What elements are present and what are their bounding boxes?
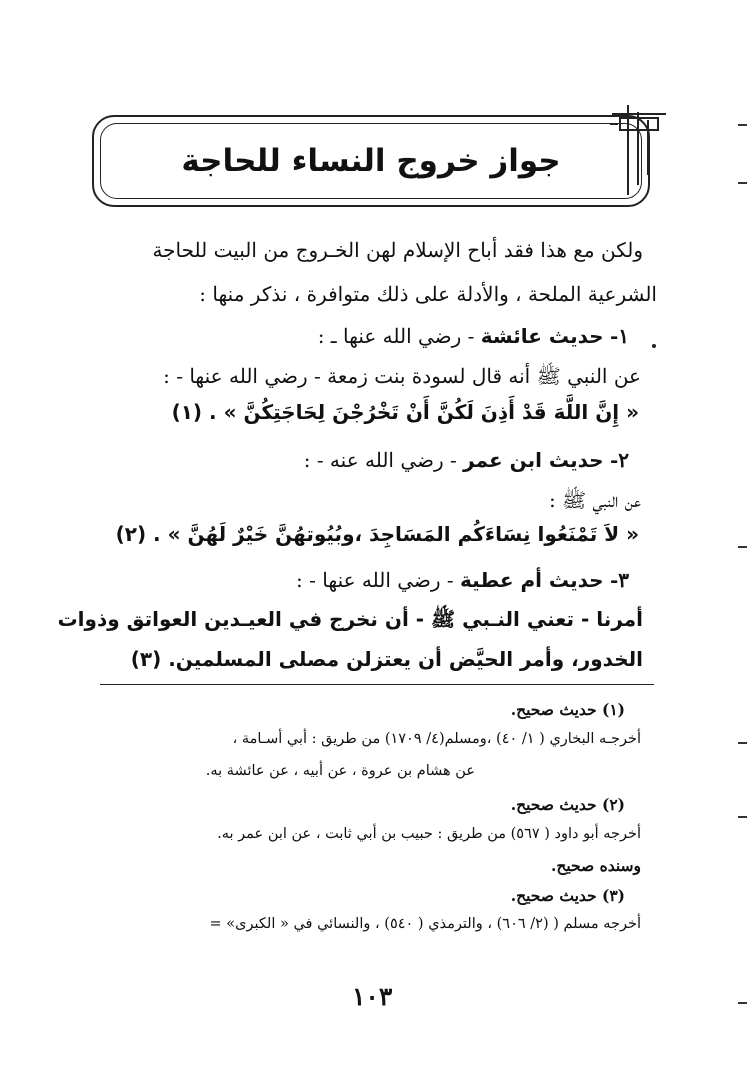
- intro-line-2: الشرعية الملحة ، والأدلة على ذلك متوافرة ، نذكر منها :: [199, 282, 657, 306]
- hadith-1-name: حديث عائشة: [480, 324, 604, 348]
- hadith-2-chain: عن النبي ﷺ :: [548, 488, 641, 512]
- footnote-1-line-2: عن هشام بن عروة ، عن أبيه ، عن عائشة به.: [205, 763, 475, 779]
- margin-mark: [738, 816, 747, 818]
- footnote-1-head: (١) حديث صحيح.: [510, 700, 625, 719]
- hadith-3-name: حديث أم عطية: [460, 568, 604, 592]
- footnote-divider: [100, 684, 654, 685]
- footnote-2-head: (٢) حديث صحيح.: [510, 795, 625, 814]
- hadith-1-text: « إِنَّ اللَّهَ قَدْ أَذِنَ لَكُنَّ أَنْ تَخْرُجْنَ لِحَاجَتِكُنَّ » . (١): [171, 400, 639, 424]
- footnote-2-grade: وسنده صحيح.: [550, 856, 641, 875]
- footnote-3-head: (٣) حديث صحيح.: [510, 886, 625, 905]
- hadith-2-name: حديث ابن عمر: [463, 448, 604, 472]
- hadith-2-text: « لاَ تَمْنَعُوا نِسَاءَكُم المَسَاجِدَ ،وبُيُوتهُنَّ خَيْرٌ لَهُنَّ » . (٢): [115, 522, 639, 546]
- hadith-3-heading: ٣- حديث أم عطية - رضي الله عنها - :: [296, 568, 629, 592]
- intro-line-1: ولكن مع هذا فقد أباح الإسلام لهن الخـروج من البيت للحاجة: [152, 238, 643, 262]
- margin-mark: [738, 1002, 747, 1004]
- title-frame: [92, 115, 650, 207]
- footnote-1-line-1: أخرجـه البخاري ( ١/ ٤٠) ،ومسلم(٤/ ١٧٠٩) من طريق : أبي أسـامة ،: [232, 731, 641, 747]
- hadith-1-heading: ١- حديث عائشة - رضي الله عنها ـ :: [317, 324, 629, 348]
- hadith-2-heading: ٢- حديث ابن عمر - رضي الله عنه - :: [303, 448, 629, 472]
- chapter-title: جواز خروج النساء للحاجة: [181, 143, 561, 179]
- margin-mark: [738, 742, 747, 744]
- footnote-3-line-1: أخرجه مسلم ( (٢/ ٦٠٦) ، والترمذي ( ٥٤٠) ، والنسائي في « الكبرى» =: [209, 916, 641, 932]
- margin-mark: [738, 546, 747, 548]
- page-number: ١٠٣: [352, 982, 393, 1011]
- hadith-1-chain: عن النبي ﷺ أنه قال لسودة بنت زمعة - رضي الله عنها - :: [163, 364, 641, 388]
- margin-mark: [738, 182, 747, 184]
- footnote-2-line-1: أخرجه أبو داود ( ٥٦٧) من طريق : حبيب بن أبي ثابت ، عن ابن عمر به.: [217, 826, 641, 842]
- hadith-3-text-line-2: الخدور، وأمر الحيَّض أن يعتزلن مصلى المسلمين. (٣): [130, 647, 643, 671]
- margin-mark: [738, 124, 747, 126]
- speck: [652, 344, 656, 348]
- hadith-3-text-line-1: أمرنا - تعني النـبي ﷺ - أن نخرج في العيـدين العواتق وذوات: [57, 607, 643, 631]
